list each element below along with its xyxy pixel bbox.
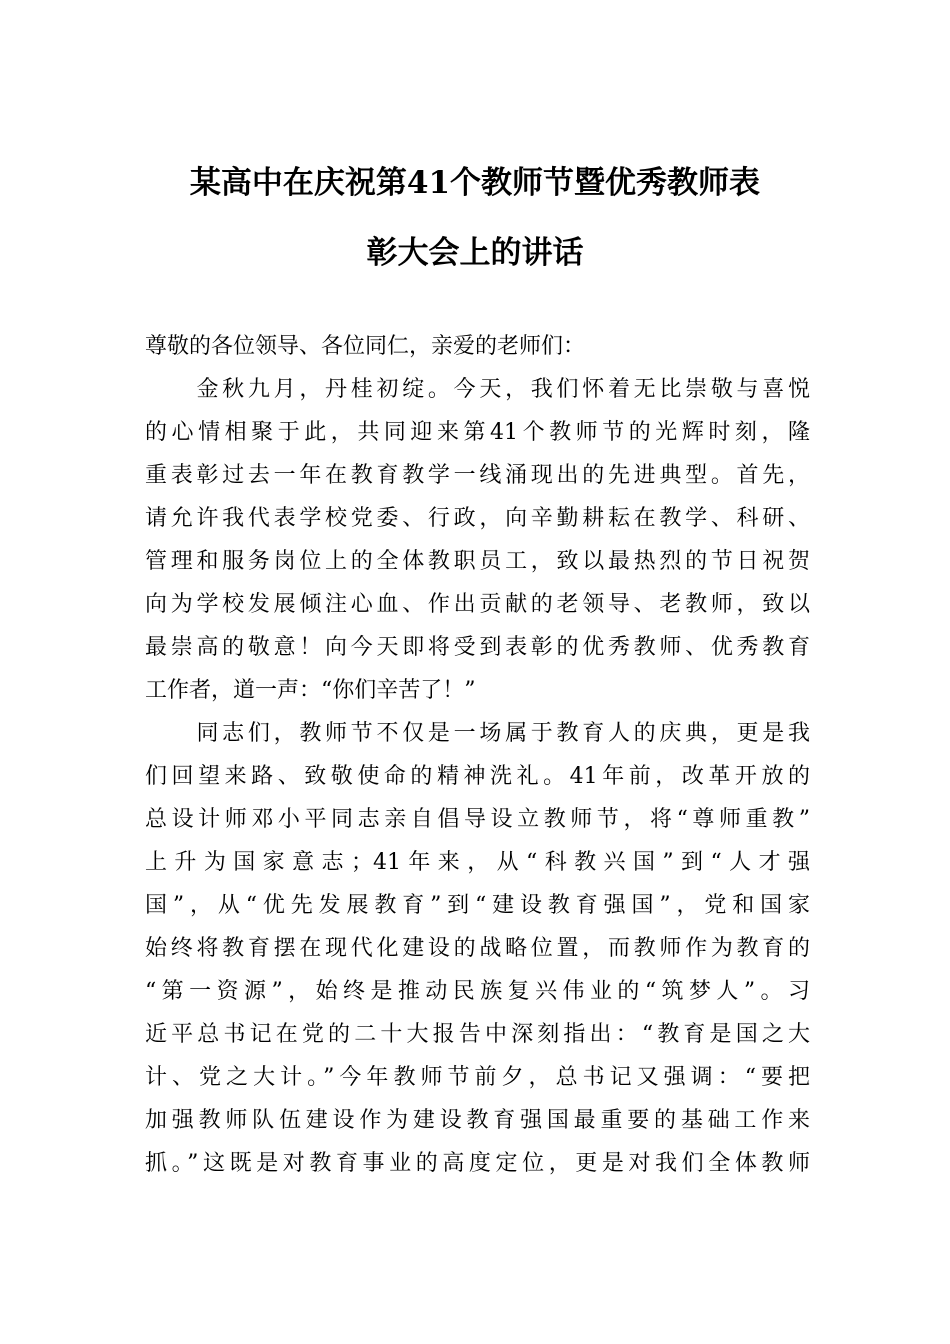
- paragraph-line: 计、党之大计。”今年教师节前夕，总书记又强调：“要把: [145, 1065, 810, 1090]
- paragraph-line: 金秋九月，丹桂初绽。今天，我们怀着无比崇敬与喜悦: [145, 377, 810, 402]
- paragraph-line: 请允许我代表学校党委、行政，向辛勤耕耘在教学、科研、: [145, 506, 810, 531]
- paragraph-line: 向为学校发展倾注心血、作出贡献的老领导、老教师，致以: [145, 592, 810, 617]
- paragraph-line: 工作者，道一声：“你们辛苦了！”: [145, 678, 476, 703]
- paragraph-line: 上升为国家意志；41年来，从“科教兴国”到“人才强: [145, 850, 810, 875]
- paragraph-line: 重表彰过去一年在教育教学一线涌现出的先进典型。首先，: [145, 463, 810, 488]
- paragraph-line: 总设计师邓小平同志亲自倡导设立教师节，将“尊师重教”: [145, 807, 810, 832]
- paragraph-line: 们回望来路、致敬使命的精神洗礼。41年前，改革开放的: [145, 764, 810, 789]
- document-title-line-1: 某高中在庆祝第41个教师节暨优秀教师表: [189, 165, 761, 201]
- paragraph-line: “第一资源”，始终是推动民族复兴伟业的“筑梦人”。习: [145, 979, 810, 1004]
- paragraph-line: 始终将教育摆在现代化建设的战略位置，而教师作为教育的: [145, 936, 810, 961]
- paragraph-line: 加强教师队伍建设作为建设教育强国最重要的基础工作来: [145, 1108, 810, 1133]
- paragraph-line: 的心情相聚于此，共同迎来第41个教师节的光辉时刻，隆: [145, 420, 810, 445]
- paragraph-line: 管理和服务岗位上的全体教职员工，致以最热烈的节日祝贺: [145, 549, 810, 574]
- salutation: 尊敬的各位领导、各位同仁，亲爱的老师们：: [145, 334, 586, 359]
- paragraph-line: 近平总书记在党的二十大报告中深刻指出：“教育是国之大: [145, 1022, 810, 1047]
- document-title-line-2: 彰大会上的讲话: [366, 235, 584, 271]
- paragraph-line: 抓。”这既是对教育事业的高度定位，更是对我们全体教师: [145, 1151, 810, 1176]
- document-body: [145, 325, 810, 1185]
- paragraph-1: [145, 368, 810, 712]
- paragraph-2: [145, 712, 810, 1185]
- paragraph-line: 国”，从“优先发展教育”到“建设教育强国”，党和国家: [145, 893, 810, 918]
- paragraph-line: 最崇高的敬意！向今天即将受到表彰的优秀教师、优秀教育: [145, 635, 810, 660]
- paragraph-line: 同志们，教师节不仅是一场属于教育人的庆典，更是我: [145, 721, 810, 746]
